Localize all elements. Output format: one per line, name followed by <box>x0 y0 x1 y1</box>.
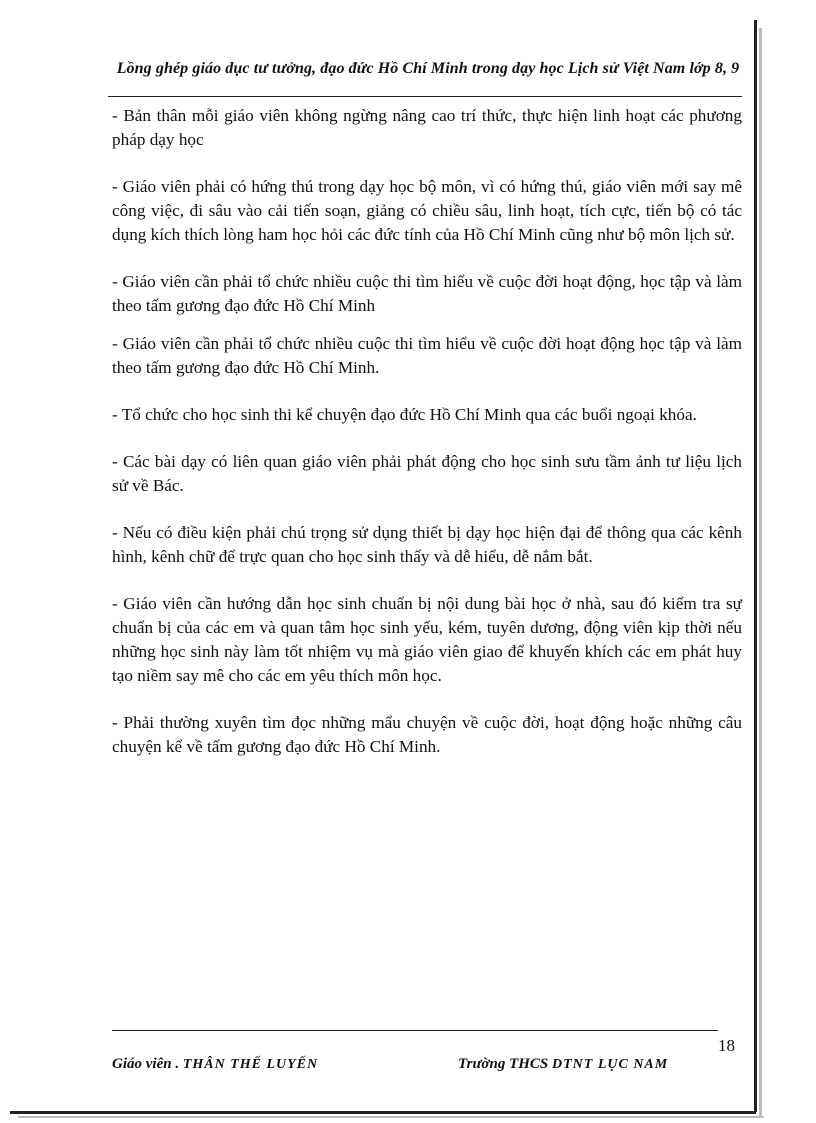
paragraph-5: - Tổ chức cho học sinh thi kể chuyện đạo đức Hồ Chí Minh qua các buổi ngoại khóa. <box>112 405 697 424</box>
footer-school-label: Trường THCS <box>458 1056 549 1072</box>
paragraph-2: - Giáo viên phải có hứng thú trong dạy học bộ môn, vì có hứng thú, giáo viên mới say mê công việc, đi sâu vào cải tiến soạn, giảng có chiều sâu, linh hoạt, tích cực, tiến bộ có tác dụng kích thích lòng ham học hỏi các đức tính của Hồ Chí Minh cũng như bộ môn lịch sử. <box>112 177 742 244</box>
header-divider <box>108 96 742 97</box>
running-header-title: Lồng ghép giáo dục tư tưởng, đạo đức Hồ Chí Minh trong dạy học Lịch sử Việt Nam lớp 8, 9 <box>116 60 740 77</box>
document-body <box>112 104 742 782</box>
paragraph-7: - Nếu có điều kiện phải chú trọng sử dụng thiết bị dạy học hiện đại để thông qua các kênh hình, kênh chữ để trực quan cho học sinh thấy và dễ hiểu, dễ nắm bắt. <box>112 523 742 566</box>
page-border-right <box>754 20 757 1112</box>
page-border-bottom <box>10 1111 756 1114</box>
footer-teacher-label: Giáo viên <box>112 1056 172 1072</box>
paragraph-4: - Giáo viên cần phải tổ chức nhiều cuộc thi tìm hiểu về cuộc đời hoạt động học tập và làm theo tấm gương đạo đức Hồ Chí Minh. <box>112 334 742 377</box>
paragraph-3: - Giáo viên cần phải tổ chức nhiều cuộc thi tìm hiểu về cuộc đời hoạt động, học tập và làm theo tấm gương đạo đức Hồ Chí Minh <box>112 272 742 315</box>
paragraph-1: - Bản thân mỗi giáo viên không ngừng nâng cao trí thức, thực hiện linh hoạt các phương pháp dạy học <box>112 106 742 149</box>
page-number: 18 <box>718 1036 735 1055</box>
paragraph-8: - Giáo viên cần hướng dẫn học sinh chuẩn bị nội dung bài học ở nhà, sau đó kiểm tra sự chuẩn bị của các em và quan tâm học sinh yếu, kém, tuyên dương, động viên kịp thời nếu những học sinh này làm tốt nhiệm vụ mà giáo viên giao để khuyến khích các em phát huy tạo niềm say mê cho các em yêu thích môn học. <box>112 594 742 685</box>
paragraph-6: - Các bài dạy có liên quan giáo viên phải phát động cho học sinh sưu tầm ảnh tư liệu lịch sử về Bác. <box>112 452 742 495</box>
footer-teacher <box>112 1056 318 1073</box>
footer-divider <box>112 1030 718 1031</box>
paragraph-9: - Phải thường xuyên tìm đọc những mẩu chuyện về cuộc đời, hoạt động hoặc những câu chuyện kể về tấm gương đạo đức Hồ Chí Minh. <box>112 713 742 756</box>
footer-school-name: DTNT LỤC NAM <box>552 1057 669 1072</box>
footer-teacher-name: THÂN THẾ LUYẾN <box>182 1057 319 1072</box>
footer-school <box>458 1056 668 1073</box>
footer-teacher-separator: . <box>175 1056 183 1072</box>
